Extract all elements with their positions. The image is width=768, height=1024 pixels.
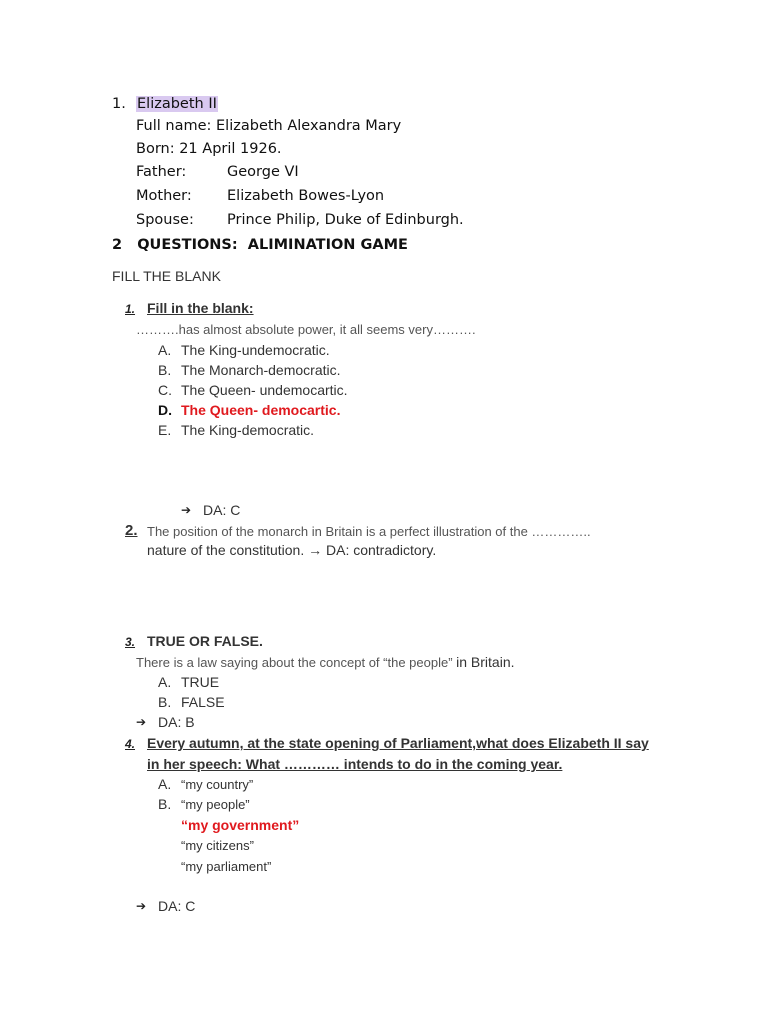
q1-option-c-letter: C. bbox=[158, 382, 172, 398]
q4-option-e: “my parliament” bbox=[181, 859, 272, 874]
born: Born: 21 April 1926. bbox=[136, 141, 282, 157]
q3-prompt-end: in Britain. bbox=[456, 654, 515, 670]
q3-prompt bbox=[136, 654, 515, 672]
father-value: George VI bbox=[227, 164, 299, 180]
q3-answer: DA: B bbox=[158, 714, 195, 730]
q1-option-e: The King-democratic. bbox=[181, 422, 315, 438]
q4-line1: Every autumn, at the state opening of Parliament,what does Elizabeth II say bbox=[147, 735, 649, 751]
q4-answer: DA: C bbox=[158, 898, 196, 914]
q4-line2: in her speech: What ………… intends to do in the coming year. bbox=[147, 756, 563, 772]
q1-title: Fill in the blank: bbox=[147, 300, 254, 316]
q1-option-e-letter: E. bbox=[158, 422, 172, 438]
mother-label: Mother: bbox=[136, 188, 192, 204]
q1-option-b: The Monarch-democratic. bbox=[181, 362, 341, 378]
q3-title: TRUE OR FALSE. bbox=[147, 633, 263, 649]
q1-option-c: The Queen- undemocartic. bbox=[181, 382, 348, 398]
q4-option-b-letter: B. bbox=[158, 796, 172, 812]
q4-option-c-correct: “my government” bbox=[181, 817, 300, 833]
right-arrow-icon: ➔ bbox=[181, 503, 192, 517]
highlighted-name: Elizabeth II bbox=[137, 96, 217, 112]
q3-option-b-letter: B. bbox=[158, 694, 172, 710]
q3-option-a: TRUE bbox=[181, 674, 220, 690]
q4-option-b: “my people” bbox=[181, 797, 250, 812]
q3-number: 3. bbox=[125, 635, 136, 649]
q4-option-a-letter: A. bbox=[158, 776, 172, 792]
q1-option-b-letter: B. bbox=[158, 362, 172, 378]
q1-prompt: ……….has almost absolute power, it all seems very………. bbox=[136, 322, 476, 337]
right-arrow-icon: ➔ bbox=[136, 715, 147, 729]
q4-option-a: “my country” bbox=[181, 777, 254, 792]
q1-option-a: The King-undemocratic. bbox=[181, 342, 330, 358]
father-label: Father: bbox=[136, 164, 187, 180]
section1-name bbox=[136, 96, 218, 112]
q1-option-a-letter: A. bbox=[158, 342, 172, 358]
section2-heading: 2 QUESTIONS: ALIMINATION GAME bbox=[112, 237, 408, 253]
spouse-value: Prince Philip, Duke of Edinburgh. bbox=[227, 212, 464, 228]
q3-prompt-start: There is a law saying about the concept of “the people” bbox=[136, 655, 457, 670]
q2-line2: nature of the constitution. → DA: contradictory. bbox=[147, 542, 437, 558]
full-name: Full name: Elizabeth Alexandra Mary bbox=[136, 118, 402, 134]
q2-line1: The position of the monarch in Britain is a perfect illustration of the ………….. bbox=[147, 524, 591, 539]
q3-option-a-letter: A. bbox=[158, 674, 172, 690]
q1-answer: DA: C bbox=[203, 502, 241, 518]
section1-number: 1. bbox=[112, 96, 126, 112]
spouse-label: Spouse: bbox=[136, 212, 194, 228]
q4-number: 4. bbox=[125, 737, 136, 751]
mother-value: Elizabeth Bowes-Lyon bbox=[227, 188, 385, 204]
q1-option-d-letter: D. bbox=[158, 402, 172, 418]
right-arrow-icon: ➔ bbox=[136, 899, 147, 913]
q1-option-d: The Queen- democartic. bbox=[181, 402, 341, 418]
q3-option-b: FALSE bbox=[181, 694, 225, 710]
fill-the-blank-heading: FILL THE BLANK bbox=[112, 268, 221, 284]
q4-option-d: “my citizens” bbox=[181, 838, 254, 853]
q2-number: 2. bbox=[125, 522, 138, 539]
q1-number: 1. bbox=[125, 302, 136, 316]
